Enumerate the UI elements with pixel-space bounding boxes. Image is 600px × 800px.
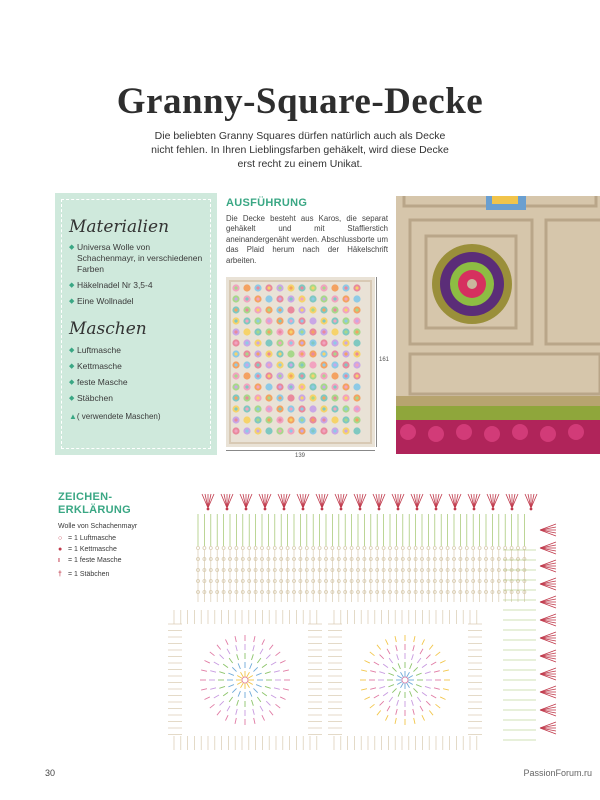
legend-chain-stitch: ○ = 1 Luftmasche xyxy=(58,535,117,542)
stitches-note: ▲( verwendete Maschen) xyxy=(69,412,161,421)
legend-double-crochet: † = 1 Stäbchen xyxy=(58,571,110,578)
materials-item: ◆ Häkelnadel Nr 3,5-4 xyxy=(69,280,209,291)
granny-square-grid xyxy=(226,277,375,447)
page-number: 30 xyxy=(45,768,56,778)
stitches-list xyxy=(69,345,209,409)
single-crochet-icon: ı xyxy=(58,557,60,564)
stitches-item: ◆ Stäbchen xyxy=(69,393,209,404)
materials-heading: Materialien xyxy=(69,217,170,237)
width-dimension-line xyxy=(226,450,375,451)
materials-item: ◆ Eine Wollnadel xyxy=(69,296,209,307)
legend-slip-stitch: ● = 1 Kettmasche xyxy=(58,546,117,553)
legend-subtitle: Wolle von Schachenmayr xyxy=(58,523,138,530)
chain-stitch-icon: ○ xyxy=(58,535,63,542)
stitches-item: ◆ feste Masche xyxy=(69,377,209,388)
blanket-schematic xyxy=(226,277,375,447)
height-dimension-line xyxy=(376,277,377,447)
watermark: PassionForum.ru xyxy=(523,768,592,778)
legend-single-crochet: ı = 1 feste Masche xyxy=(58,557,122,564)
crochet-photo-illustration xyxy=(396,196,600,454)
slip-stitch-icon: ● xyxy=(58,546,63,553)
width-label: 139 xyxy=(295,453,306,459)
materials-list xyxy=(69,242,209,312)
height-label: 161 xyxy=(379,357,390,363)
crochet-photo xyxy=(396,196,600,454)
double-crochet-icon: † xyxy=(58,571,62,578)
triangle-icon: ▲ xyxy=(69,412,77,421)
intro-text: Die beliebten Granny Squares dürfen natürlich auch als Decke nicht fehlen. In Ihren Lieblingsfarben gehäkelt, wird diese Decke erst recht zu einem Unikat. xyxy=(151,130,449,170)
materials-item: ◆ Universa Wolle von Schachenmayr, in verschiedenen Farben xyxy=(69,242,209,275)
materials-box xyxy=(55,193,217,455)
stitches-heading: Maschen xyxy=(69,319,147,339)
execution-heading: AUSFÜHRUNG xyxy=(226,197,308,209)
stitches-item: ◆ Kettmasche xyxy=(69,361,209,372)
stitches-item: ◆ Luftmasche xyxy=(69,345,209,356)
execution-text: Die Decke besteht aus Karos, die separat gehäkelt und mit Staffierstich aneinandergenäht werden. Abschlussborte um das Plaid herum nach der Häkelschrift arbeiten. xyxy=(226,214,388,265)
page-title: Granny-Square-Decke xyxy=(116,81,484,122)
crochet-chart-diagram xyxy=(168,490,600,750)
legend-heading: ZEICHEN- ERKLÄRUNG xyxy=(58,491,131,516)
